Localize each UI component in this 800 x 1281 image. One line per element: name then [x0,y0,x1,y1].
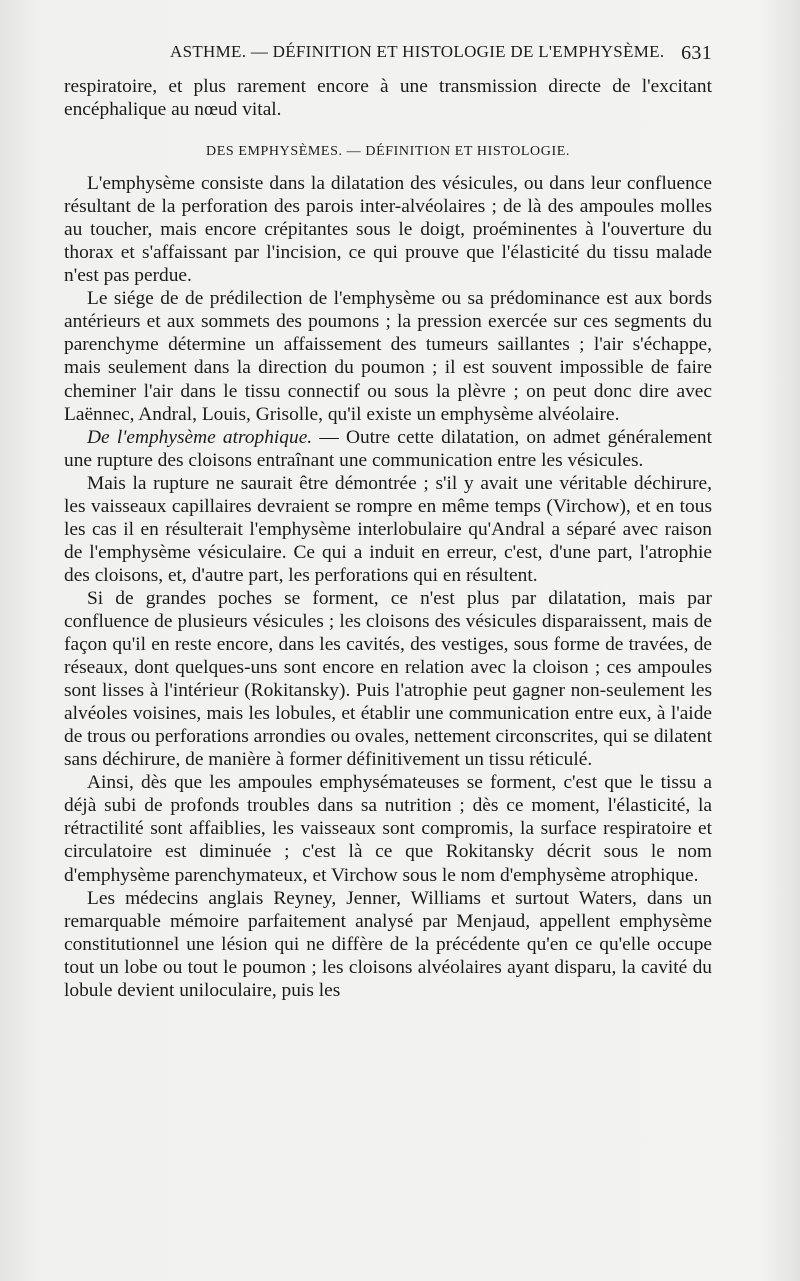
section-title: DES EMPHYSÈMES. — DÉFINITION ET HISTOLOGIE. [205,144,570,160]
paragraph-rupture: Mais la rupture ne saurait être démontrée ; s'il y avait une véritable déchirure, les vaisseaux capillaires devraient se rompre en même temps (Virchow), et en tous les cas il en résulterait l'emphysème interlobulaire qu'Andral a séparé avec raison de l'emphysème vésiculaire. Ce qui a induit en erreur, c'est, d'une part, l'atrophie des cloisons, et, d'autre part, les perforations qui en résultent. [64,472,712,586]
paragraph-english-physicians: Les médecins anglais Reyney, Jenner, Williams et surtout Waters, dans un remarquable mémoire parfaitement analysé par Menjaud, appellent emphysème constitutionnel une lésion qui ne diffère de la précédente qu'en ce qu'elle occupe tout un lobe ou tout le poumon ; les cloisons alvéolaires ayant disparu, la cavité du lobule devient uniloculaire, puis les [64,887,712,1001]
paragraph-atrophic [64,426,712,472]
running-title [170,42,664,62]
subsection-heading: De l'emphysème atrophique. [87,426,313,448]
running-title-main: ASTHME. [170,42,247,61]
running-header [60,38,712,68]
continuation-paragraph: respiratoire, et plus rarement encore à une transmission directe de l'excitant encéphalique au nœud vital. [64,76,712,121]
paragraph-seat: Le siége de de prédilection de l'emphysème ou sa prédominance est aux bords antérieurs et aux sommets des poumons ; la pression exercée sur ces segments du parenchyme détermine un affaissement des tumeurs saillantes ; l'air s'échappe, mais seulement dans la direction du poumon ; il est souvent impossible de faire cheminer l'air dans le tissu connectif ou sous la plèvre ; on peut donc dire avec Laënnec, Andral, Louis, Grisolle, qu'il existe un emphysème alvéolaire. [64,288,712,425]
running-title-subject: — DÉFINITION ET HISTOLOGIE DE L'EMPHYSÈME. [250,42,665,61]
page-number: 631 [681,42,712,64]
paragraph-definition: L'emphysème consiste dans la dilatation des vésicules, ou dans leur confluence résultant de la perforation des parois inter-alvéolaires ; de là des ampoules molles au toucher, mais encore crépitantes sous le doigt, proéminentes à l'ouverture du thorax et s'affaissant par l'incision, ce qui prouve que l'élasticité du tissu malade n'est pas perdue. [64,173,712,287]
paragraph-atrophic-text: — Outre cette dilatation, on admet généralement une rupture des cloisons entraînant une communication entre les vésicules. [64,426,713,471]
paragraph-pockets: Si de grandes poches se forment, ce n'est plus par dilatation, mais par confluence de plusieurs vésicules ; les cloisons des vésicules disparaissent, mais de façon qu'il en reste encore, dans les cavités, des vestiges, sous forme de travées, de réseaux, dont quelques-uns sont encore en relation avec la cloison ; ces ampoules sont lisses à l'intérieur (Rokitansky). Puis l'atrophie peut gagner non-seulement les alvéoles voisines, mais les lobules, et établir une communication entre eux, à l'aide de trous ou perforations arrondies ou ovales, nettement circonscrites, qui se dilatent sans déchirure, de manière à former définitivement un tissu réticulé. [64,587,712,771]
body-text [64,75,712,1002]
paragraph-ampoules: Ainsi, dès que les ampoules emphysémateuses se forment, c'est que le tissu a déjà subi de profonds troubles dans sa nutrition ; dès ce moment, l'élasticité, la rétractilité sont affaiblies, les vaisseaux sont compromis, la surface respiratoire et circulatoire est diminuée ; c'est là ce que Rokitansky décrit sous le nom d'emphysème parenchymateux, et Virchow sous le nom d'emphysème atrophique. [64,772,712,886]
